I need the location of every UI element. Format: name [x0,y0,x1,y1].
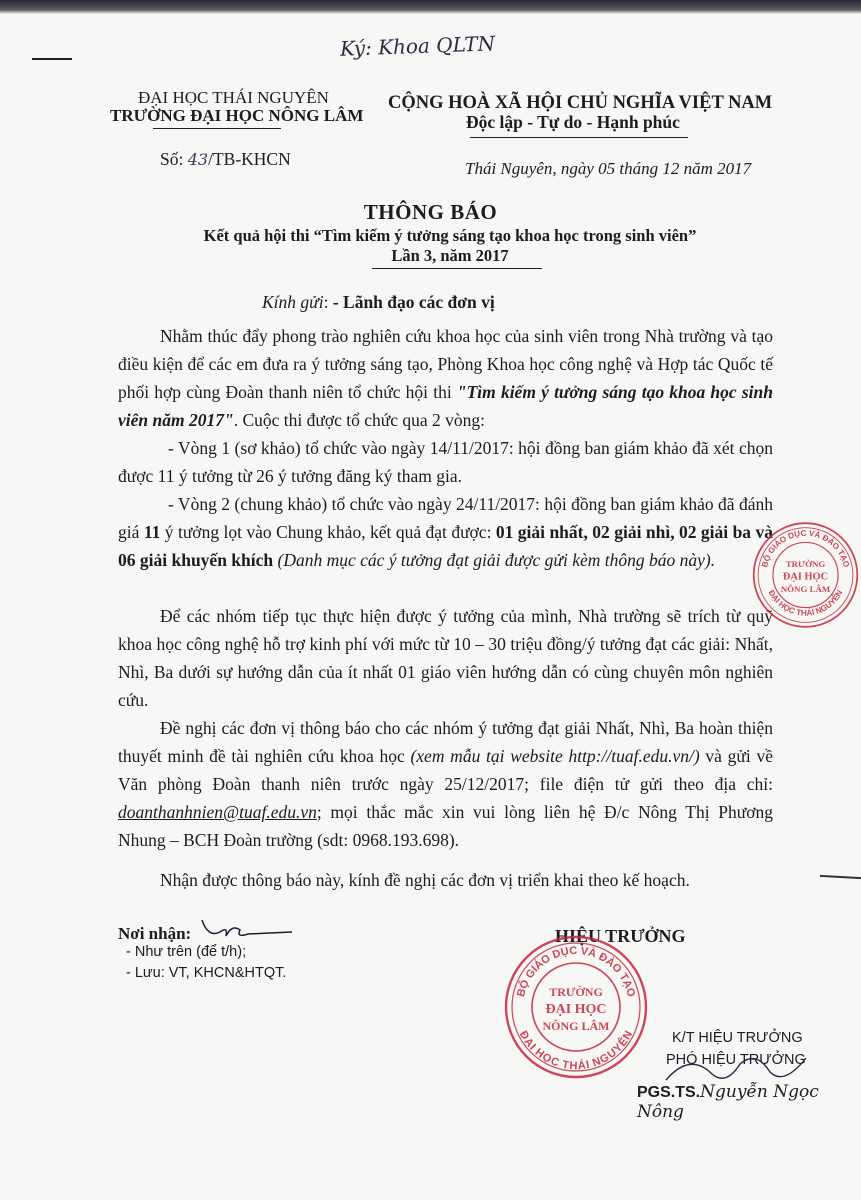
text: ; mọi thắc mắc xin vui lòng liên hệ Đ/c Nông Thị Phương Nhung – BCH Đoàn trường (sdt: 0968.193.698). [118,802,773,850]
official-seal [503,934,649,1080]
signature-on-behalf: K/T HIỆU TRƯỞNG [672,1030,803,1046]
seal-text: ĐẠI HỌC [545,1002,607,1017]
notice-title: THÔNG BÁO [363,200,498,224]
greeting-label: Kính gửi [262,292,324,312]
seal-ring-text: BỘ GIÁO DỤC VÀ ĐÀO TẠO [760,528,851,569]
seal-ring-text: ĐẠI HỌC THÁI NGUYÊN [516,1029,636,1073]
recipient-item: - Lưu: VT, KHCN&HTQT. [126,965,287,981]
seal-text: TRƯỜNG [785,558,826,569]
results: 01 giải nhất, 02 giải nhì, 02 giải ba và 06 giải khuyến khích [118,522,773,570]
number-suffix: /TB-KHCN [208,149,291,169]
text: Nhằm thúc đẩy phong trào nghiên cứu khoa học của sinh viên trong Nhà trường và tạo điều kiện để các em đưa ra ý tưởng sáng tạo, Phòng Khoa học công nghệ và Hợp tác Quốc tế phối hợp cùng Đoàn thanh niên tổ chức hội thi [118,326,773,402]
signer [637,1082,861,1122]
signer-name: Nguyễn Ngọc Nông [637,1082,819,1122]
text: ý tưởng lọt vào Chung khảo, kết quả đạt được: [160,522,496,542]
motto: Độc lập - Tự do - Hạnh phúc [466,112,680,132]
number-handwritten: 43 [187,150,209,169]
signer-degree: PGS.TS. [637,1084,701,1101]
email-link[interactable]: doanthanhnien@tuaf.edu.vn [118,802,317,822]
org-name: TRƯỜNG ĐẠI HỌC NÔNG LÂM [110,106,364,125]
text: . Cuộc thi được tổ chức qua 2 vòng: [233,410,486,430]
greeting-colon: : [323,292,333,312]
signature-position: PHÓ HIỆU TRƯỞNG [666,1052,806,1068]
greeting-recipient: - Lãnh đạo các đơn vị [332,292,495,312]
text: và gửi về Văn phòng Đoàn thanh niên trước ngày 25/12/2017; file điện tử gửi theo địa chỉ: [118,746,773,794]
seal-text: TRƯỜNG [549,985,603,999]
scan-edge [0,0,861,14]
count: 11 [143,522,161,542]
margin-mark [820,875,861,879]
body-paragraph: - Vòng 1 (sơ khảo) tổ chức vào ngày 14/11/2017: hội đồng ban giám khảo đã xét chọn được 11 ý tưởng từ 26 ý tưởng đăng ký tham gia. [118,438,773,486]
text: Đề nghị các đơn vị thông báo cho các nhóm ý tưởng đạt giải Nhất, Nhì, Ba hoàn thiện thuyết minh đề tài nghiên cứu khoa học [118,718,773,766]
document-number [160,149,291,170]
divider [470,137,688,138]
seal-text: NÔNG LÂM [542,1019,610,1033]
seal-text: NÔNG LÂM [780,584,831,595]
margin-mark [32,58,72,60]
text: - Vòng 2 (chung khảo) tổ chức vào ngày 24/11/2017: hội đồng ban giám khảo đã đánh giá [118,494,773,542]
divider [153,128,281,129]
number-label: Số: [160,149,184,169]
body-paragraph [118,490,773,574]
notice-subtitle: Lần 3, năm 2017 [391,246,509,265]
website-ref: (xem mẫu tại website http://tuaf.edu.vn/) [410,746,700,766]
recipient-item: - Như trên (để t/h); [126,944,247,960]
body-paragraph [118,322,773,434]
greeting [262,292,495,313]
seal-ring-text: BỘ GIÁO DỤC VÀ ĐÀO TẠO [515,944,637,999]
recipients-title: Nơi nhận: [118,924,192,943]
divider [372,268,542,269]
text: (Danh mục các ý tưởng đạt giải được gửi kèm thông báo này). [273,550,716,570]
margin-seal [750,500,861,650]
org-parent: ĐẠI HỌC THÁI NGUYÊN [138,88,329,107]
contest-name: "Tìm kiếm ý tưởng sáng tạo khoa học sinh viên năm 2017" [118,382,773,430]
seal-text: ĐẠI HỌC [782,571,829,583]
seal-ring-text: ĐẠI HỌC THÁI NGUYÊN [766,588,845,618]
initials-signature [198,916,298,940]
republic-title: CỘNG HOÀ XÃ HỘI CHỦ NGHĨA VIỆT NAM [388,93,773,113]
body-paragraph: Nhận được thông báo này, kính đề nghị các đơn vị triển khai theo kế hoạch. [160,870,690,890]
body-paragraph [118,714,773,854]
notice-subtitle: Kết quả hội thi “Tìm kiếm ý tưởng sáng tạo khoa học trong sinh viên” [203,226,697,245]
body-paragraph: Để các nhóm tiếp tục thực hiện được ý tưởng của mình, Nhà trường sẽ trích từ quỹ khoa học công nghệ hỗ trợ kinh phí với mức từ 10 – 30 triệu đồng/ý tưởng đạt các giải: Nhất, Nhì, Ba dưới sự hướng dẫn của ít nhất 01 giáo viên hướng dẫn có cùng chuyên môn nghiên cứu. [118,606,773,710]
signature-title: HIỆU TRƯỞNG [555,926,686,946]
date-line: Thái Nguyên, ngày 05 tháng 12 năm 2017 [465,159,752,178]
handwritten-note: Ký: Khoa QLTN [339,31,496,61]
